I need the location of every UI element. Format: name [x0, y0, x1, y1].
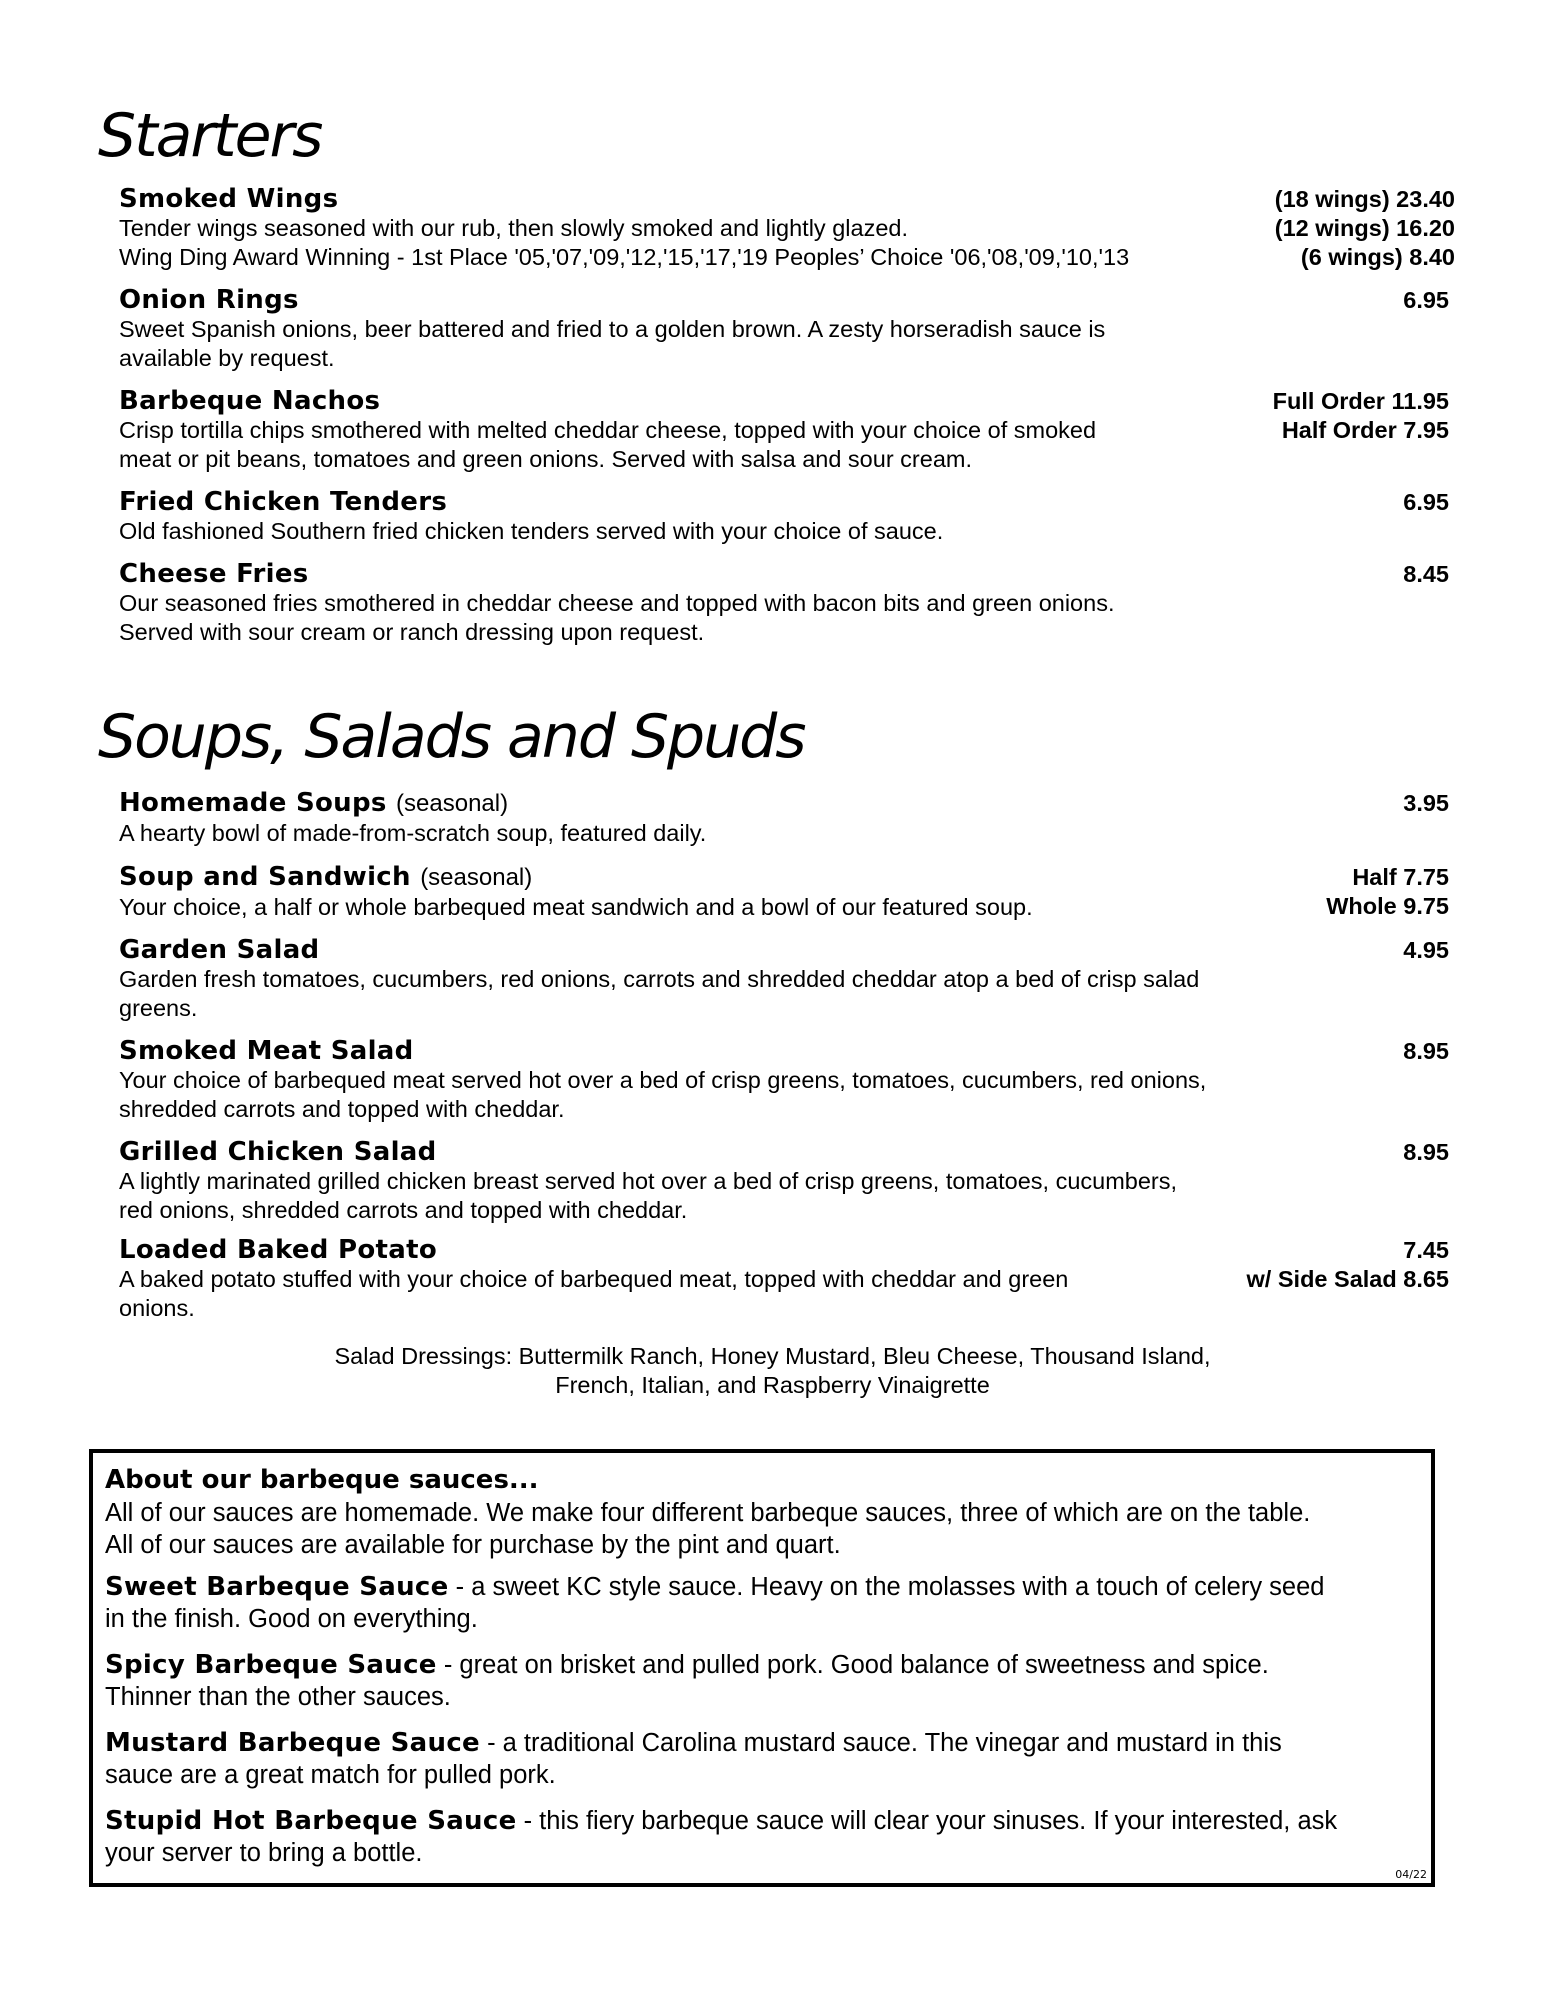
desc-line: available by request. [119, 345, 335, 371]
sauce-description: - a sweet KC style sauce. Heavy on the molasses with a touch of celery seed [448, 1573, 1325, 1601]
item-description [119, 893, 1449, 922]
item-name: Smoked Wings [119, 184, 339, 214]
sauce-description: sauce are a great match for pulled pork. [105, 1761, 556, 1789]
item-description [119, 416, 1449, 474]
sauce-description: - this fiery barbeque sauce will clear your sinuses. If your interested, ask [516, 1807, 1338, 1835]
item-name-line [119, 788, 1449, 819]
sauce-box-intro [105, 1497, 1310, 1561]
desc-line: meat or pit beans, tomatoes and green onions. Served with salsa and sour cream. [119, 446, 972, 472]
item-name: Barbeque Nachos [119, 386, 381, 416]
item-name: Loaded Baked Potato [119, 1235, 438, 1265]
item-note: (seasonal) [396, 790, 509, 817]
item-prices [1403, 285, 1449, 315]
item-description [119, 1167, 1449, 1225]
desc-line: Served with sour cream or ranch dressing upon request. [119, 619, 705, 645]
price: Half 7.75 [1352, 864, 1449, 890]
desc-line: greens. [119, 995, 198, 1021]
item-name: Garden Salad [119, 935, 320, 965]
item-description [119, 589, 1449, 647]
sauce-description: Thinner than the other sauces. [105, 1683, 451, 1711]
sauce-name: Stupid Hot Barbeque Sauce [105, 1806, 517, 1836]
soups-salads-spuds-title: Soups, Salads and Spuds [98, 702, 805, 772]
price: (12 wings) 16.20 [1274, 215, 1455, 241]
sauce-description: - great on brisket and pulled pork. Good balance of sweetness and spice. [436, 1651, 1269, 1679]
desc-line: Your choice of barbequed meat served hot over a bed of crisp greens, tomatoes, cucumbers, red onions, [119, 1067, 1207, 1093]
menu-item-onion-rings [119, 285, 1449, 373]
item-name: Homemade Soups [119, 788, 387, 818]
barbeque-sauces-box [89, 1449, 1435, 1887]
sauce-box-heading: About our barbeque sauces... [105, 1465, 539, 1495]
dressings-line: French, Italian, and Raspberry Vinaigrette [555, 1372, 990, 1398]
sauce-description: - a traditional Carolina mustard sauce. The vinegar and mustard in this [479, 1729, 1282, 1757]
item-name: Smoked Meat Salad [119, 1036, 414, 1066]
date-code: 04/22 [1395, 1868, 1427, 1881]
sauce-stupid-hot [105, 1805, 1425, 1869]
item-description [119, 214, 1449, 272]
sauce-sweet [105, 1571, 1425, 1635]
price: 8.95 [1403, 1038, 1449, 1064]
menu-item-garden-salad [119, 935, 1449, 1023]
item-prices [1403, 788, 1449, 818]
item-prices [1403, 935, 1449, 965]
item-name: Soup and Sandwich [119, 862, 411, 892]
price: 8.95 [1403, 1139, 1449, 1165]
desc-line: onions. [119, 1295, 195, 1321]
sauce-spicy [105, 1649, 1425, 1713]
sauce-mustard [105, 1727, 1425, 1791]
item-description [119, 965, 1449, 1023]
price: 3.95 [1403, 790, 1449, 816]
desc-line: A hearty bowl of made-from-scratch soup, featured daily. [119, 820, 707, 846]
item-name-line [119, 862, 1449, 893]
desc-line: Garden fresh tomatoes, cucumbers, red onions, carrots and shredded cheddar atop a bed of crisp salad [119, 966, 1200, 992]
item-prices [1275, 184, 1455, 272]
desc-line: A baked potato stuffed with your choice of barbequed meat, topped with cheddar and green [119, 1266, 1069, 1292]
desc-line: Your choice, a half or whole barbequed meat sandwich and a bowl of our featured soup. [119, 894, 1033, 920]
intro-line: All of our sauces are homemade. We make four different barbeque sauces, three of which are on the table. [105, 1499, 1311, 1527]
item-prices [1326, 862, 1449, 921]
menu-item-smoked-wings [119, 184, 1455, 272]
price: Whole 9.75 [1326, 893, 1449, 919]
menu-item-fried-chicken-tenders [119, 487, 1449, 546]
salad-dressings-note [0, 1342, 1545, 1400]
item-note: (seasonal) [420, 864, 533, 891]
sauce-name: Spicy Barbeque Sauce [105, 1650, 437, 1680]
price: w/ Side Salad 8.65 [1246, 1266, 1449, 1292]
item-description [119, 1066, 1449, 1124]
desc-line: Our seasoned fries smothered in cheddar cheese and topped with bacon bits and green onions. [119, 590, 1115, 616]
starters-title: Starters [98, 101, 322, 171]
price: 8.45 [1403, 561, 1449, 587]
price: Full Order 11.95 [1272, 388, 1449, 414]
item-prices [1403, 487, 1449, 517]
sauce-name: Sweet Barbeque Sauce [105, 1572, 449, 1602]
desc-line: Crisp tortilla chips smothered with melted cheddar cheese, topped with your choice of smoked [119, 417, 1097, 443]
menu-item-cheese-fries [119, 559, 1449, 647]
item-prices [1273, 386, 1449, 445]
menu-item-smoked-meat-salad [119, 1036, 1449, 1124]
sauce-name: Mustard Barbeque Sauce [105, 1728, 480, 1758]
item-name: Grilled Chicken Salad [119, 1137, 437, 1167]
intro-line: All of our sauces are available for purchase by the pint and quart. [105, 1531, 841, 1559]
price: 7.45 [1403, 1237, 1449, 1263]
price: (18 wings) 23.40 [1274, 186, 1455, 212]
price: 6.95 [1403, 287, 1449, 313]
menu-item-loaded-baked-potato [119, 1235, 1449, 1323]
sauce-description: your server to bring a bottle. [105, 1839, 423, 1867]
desc-line: Tender wings seasoned with our rub, then slowly smoked and lightly glazed. [119, 215, 908, 241]
item-prices [1247, 1235, 1449, 1294]
desc-line: Wing Ding Award Winning - 1st Place '05,'07,'09,'12,'15,'17,'19 Peoples’ Choice '06,'08,'09,'10,'13 [119, 244, 1130, 270]
menu-item-soup-and-sandwich [119, 862, 1449, 922]
item-prices [1403, 559, 1449, 589]
menu-item-grilled-chicken-salad [119, 1137, 1449, 1225]
desc-line: A lightly marinated grilled chicken breast served hot over a bed of crisp greens, tomatoes, cucumbers, [119, 1168, 1178, 1194]
item-name: Fried Chicken Tenders [119, 487, 448, 517]
item-description [119, 517, 1449, 546]
price: Half Order 7.95 [1281, 417, 1449, 443]
desc-line: shredded carrots and topped with cheddar. [119, 1096, 565, 1122]
item-description [119, 819, 1449, 848]
sauce-description: in the finish. Good on everything. [105, 1605, 478, 1633]
desc-line: red onions, shredded carrots and topped with cheddar. [119, 1197, 688, 1223]
item-name: Cheese Fries [119, 559, 309, 589]
item-name: Onion Rings [119, 285, 299, 315]
dressings-line: Salad Dressings: Buttermilk Ranch, Honey Mustard, Bleu Cheese, Thousand Island, [334, 1343, 1211, 1369]
desc-line: Sweet Spanish onions, beer battered and fried to a golden brown. A zesty horseradish sauce is [119, 316, 1106, 342]
menu-item-barbeque-nachos [119, 386, 1449, 474]
desc-line: Old fashioned Southern fried chicken tenders served with your choice of sauce. [119, 518, 944, 544]
item-prices [1403, 1137, 1449, 1167]
menu-item-homemade-soups [119, 788, 1449, 848]
item-prices [1403, 1036, 1449, 1066]
price: 4.95 [1403, 937, 1449, 963]
item-description [119, 315, 1449, 373]
price: 6.95 [1403, 489, 1449, 515]
price: (6 wings) 8.40 [1300, 244, 1455, 270]
